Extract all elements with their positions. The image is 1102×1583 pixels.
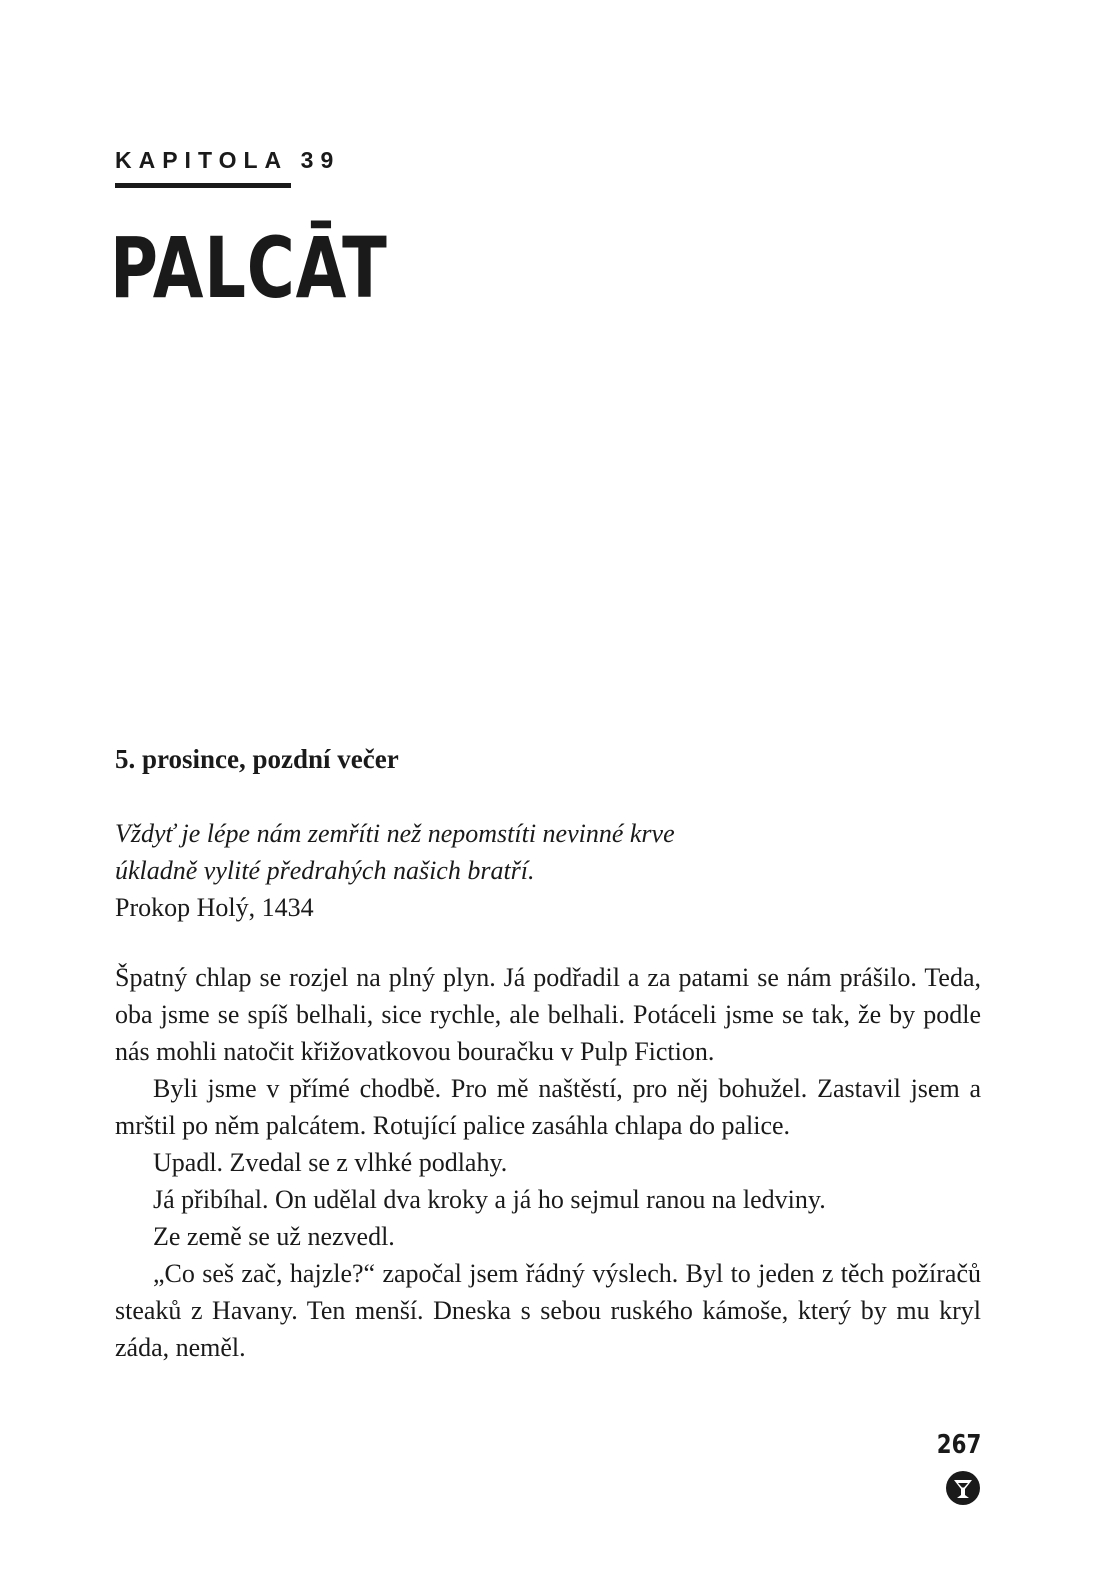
chapter-label: KAPITOLA 39	[115, 147, 341, 173]
epigraph	[115, 815, 995, 926]
paragraph: „Co seš zač, hajzle?“ započal jsem řádný výslech. Byl to jeden z těch požíračů steaků z Havany. Ten menší. Dneska s sebou ruského kámoše, který by mu kryl záda, neměl.	[115, 1259, 981, 1362]
publisher-goblet-logo-icon	[946, 1471, 980, 1505]
paragraph: Špatný chlap se rozjel na plný plyn. Já podřadil a za patami se nám prášilo. Teda, oba jsme se spíš belhali, sice rychle, ale belhali. Potáceli jsme se tak, že by podle nás mohli natočit křižovatkovou bouračku v Pulp Fiction.	[115, 963, 981, 1066]
paragraph: Byli jsme v přímé chodbě. Pro mě naštěstí, pro něj bohužel. Zastavil jsem a mrštil po něm palcátem. Rotující palice zasáhla chlapa do palice.	[115, 1074, 981, 1140]
page-number: 267	[936, 1430, 981, 1460]
paragraph: Upadl. Zvedal se z vlhké podlahy.	[153, 1148, 508, 1177]
paragraph: Já přibíhal. On udělal dva kroky a já ho sejmul ranou na ledviny.	[153, 1185, 826, 1214]
paragraph: Ze země se už nezvedl.	[153, 1222, 395, 1251]
body-text	[115, 959, 981, 1366]
chapter-title: PALCĀT	[110, 219, 388, 317]
dateline: 5. prosince, pozdní večer	[115, 744, 399, 774]
epigraph-quote-line: úkladně vylité předrahých našich bratří.	[115, 856, 535, 885]
epigraph-attribution: Prokop Holý, 1434	[115, 893, 314, 922]
epigraph-quote-line: Vždyť je lépe nám zemříti než nepomstíti nevinné krve	[115, 819, 675, 848]
chapter-rule	[115, 183, 291, 188]
